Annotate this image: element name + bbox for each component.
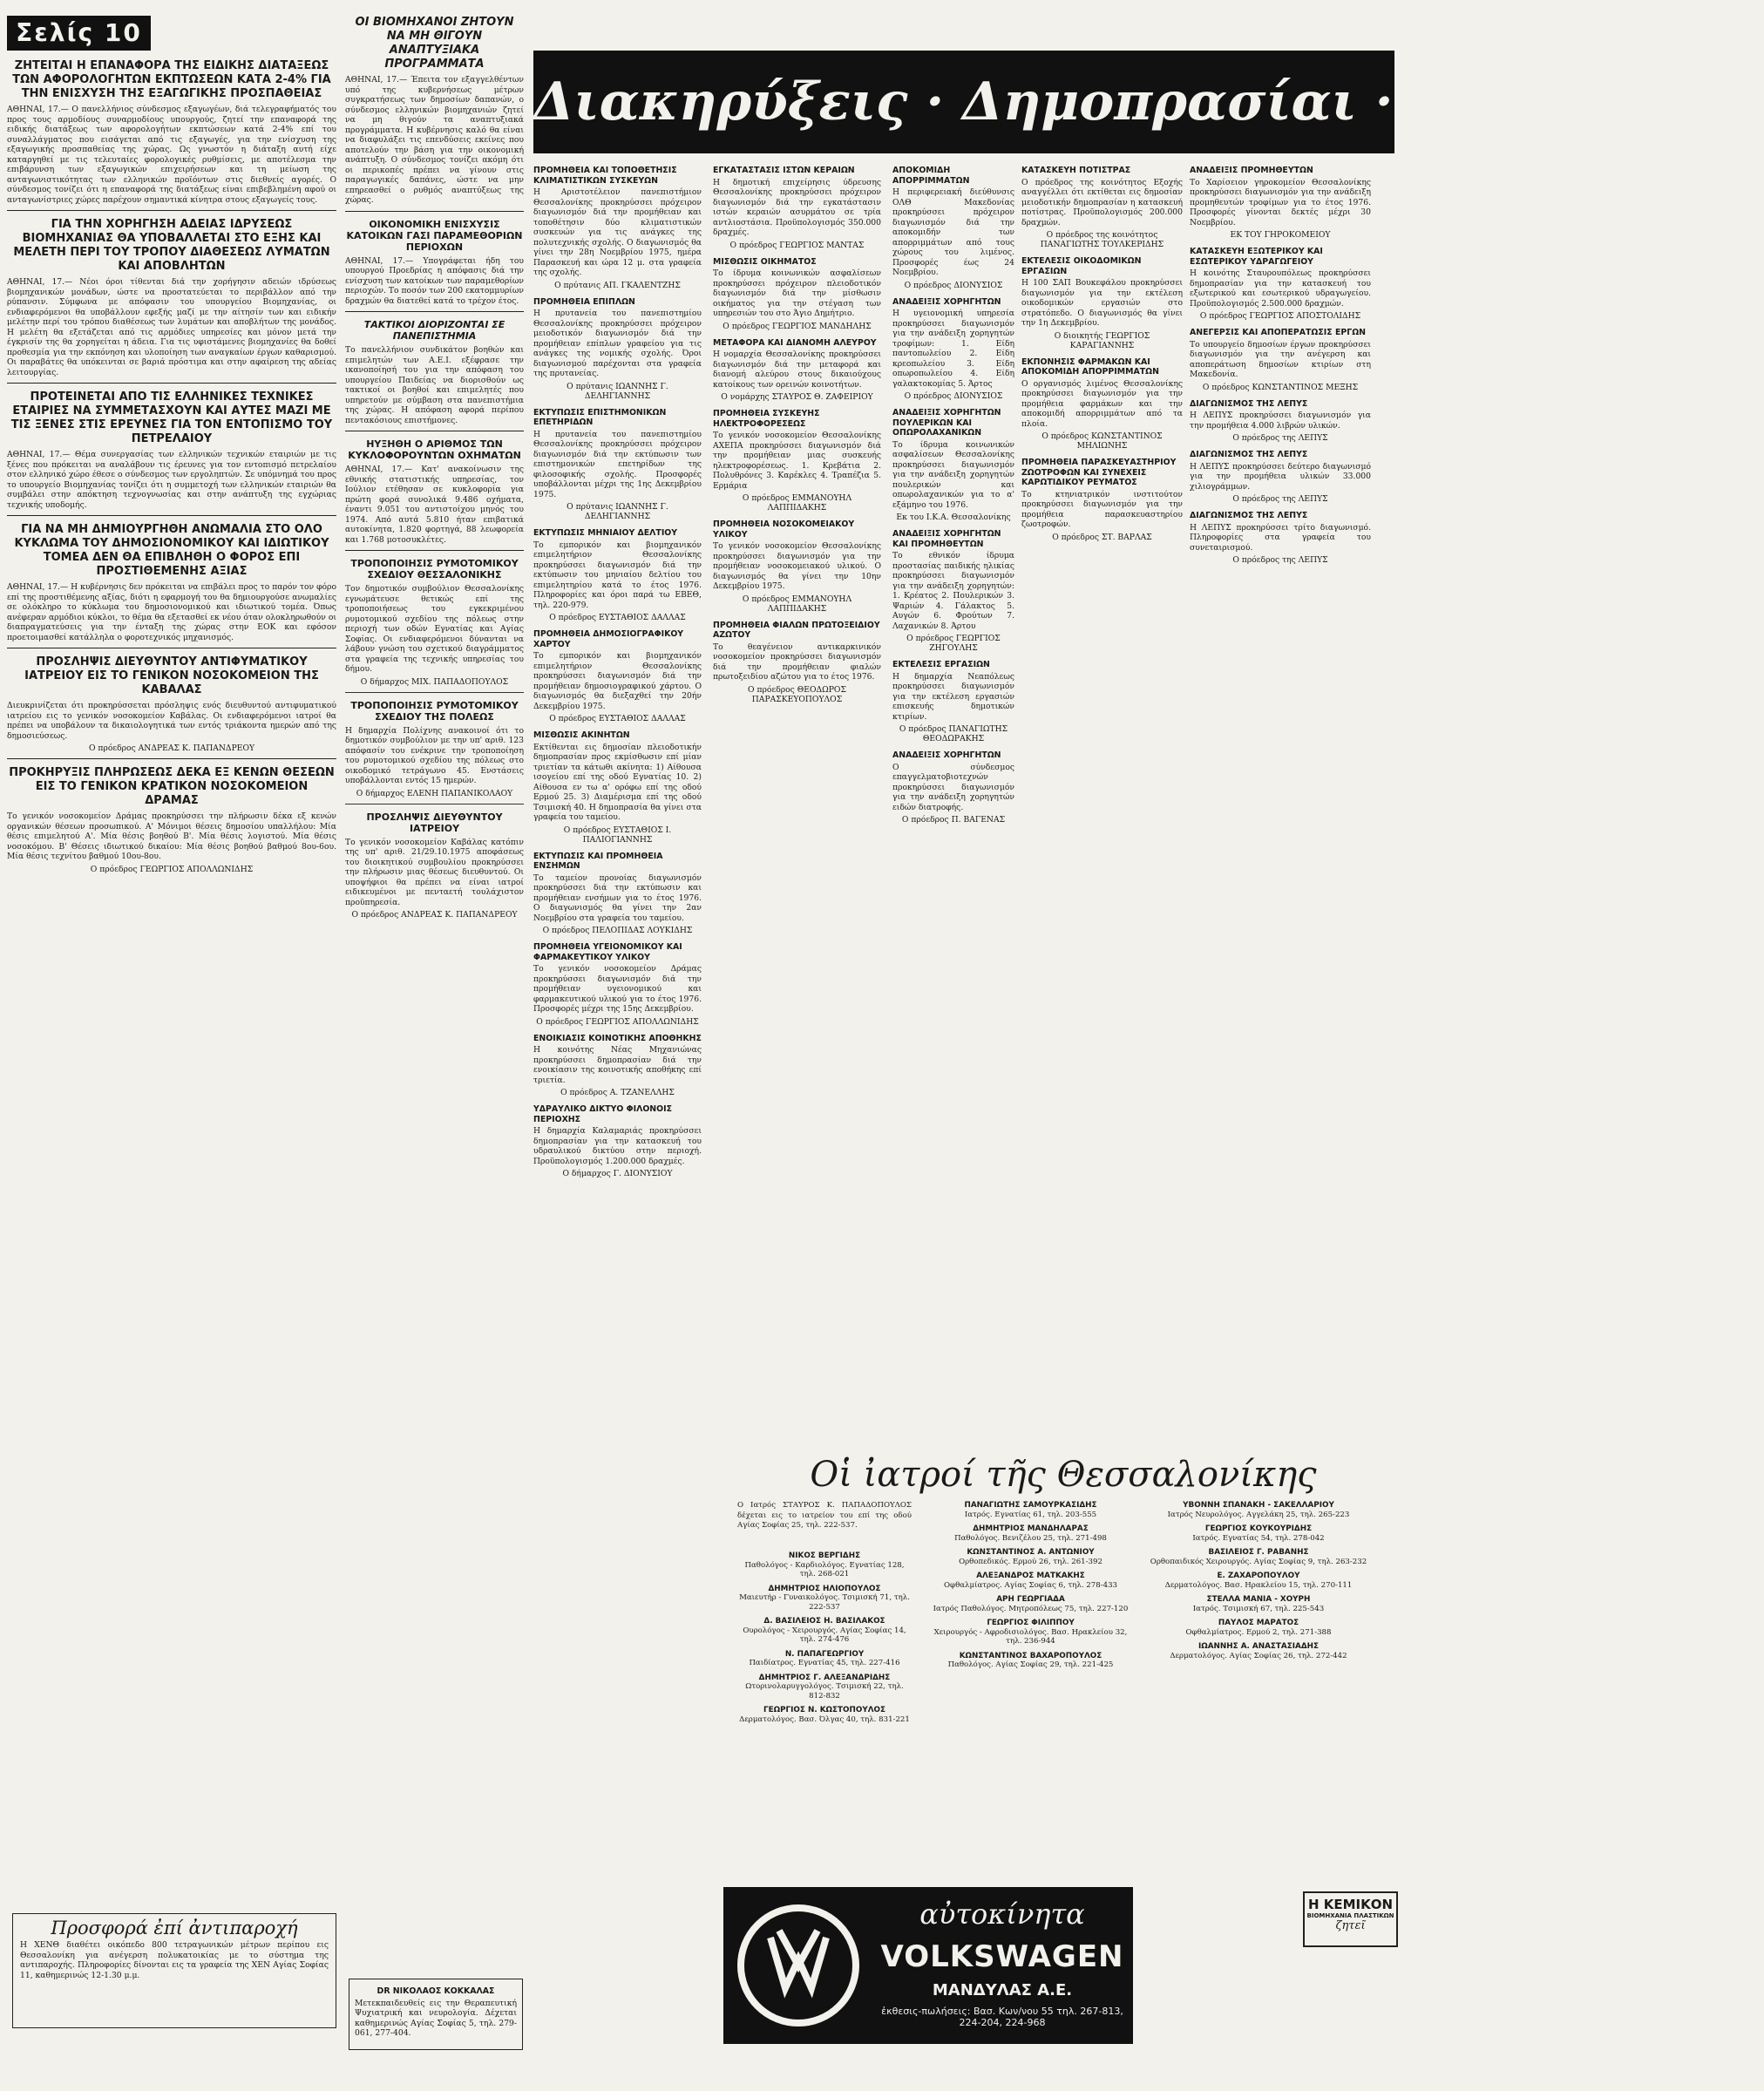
signature: Ο πρόεδρος της ΛΕΠΥΣ [1232, 555, 1328, 565]
doctor-entry: ΠΑΥΛΟΣ ΜΑΡΑΤΟΣ Οφθαλμίατρος. Ερμού 2, τηλ. 271-388 [1185, 1619, 1332, 1637]
notice-body: Η 100 ΣΑΠ Βουκεφάλου προκηρύσσει διαγωνισμόν για την εκτέλεση οικοδομικών εργασιών στο στρατόπεδο. Ο διαγωνισμός θα γίνει την 1η Δεκεμβρίου. [1021, 278, 1183, 328]
notice-title: ΥΔΡΑΥΛΙΚΟ ΔΙΚΤΥΟ ΦΙΛΟΝΟΙΣ ΠΕΡΙΟΧΗΣ [533, 1104, 673, 1124]
signature: Ο πρύτανις ΙΩΑΝΝΗΣ Γ. ΔΕΛΗΓΙΑΝΝΗΣ [567, 381, 668, 401]
doctor-entry: ΙΩΑΝΝΗΣ Α. ΑΝΑΣΤΑΣΙΑΔΗΣ Δερματολόγος. Αγίας Σοφίας 26, τηλ. 272-442 [1170, 1642, 1347, 1660]
page-number: Σελίς 10 [7, 16, 151, 51]
headline: ΠΡΟΣΛΗΨΙΣ ΔΙΕΥΘΥΝΤΟΥ ΙΑΤΡΕΙΟΥ [366, 811, 503, 834]
signature: Ο πρόεδρος ΓΕΩΡΓΙΟΣ ΜΑΝΤΑΣ [729, 240, 865, 250]
notice-body: Η περιφερειακή διεύθυνσις ΟΛΘ Μακεδονίας προκηρύσσει πρόχειρον διαγωνισμόν διά την αποκομιδήν των απορριμμάτων από τους χώρους του λιμένος. Προσφορές έως 24 Νοεμβρίου. [892, 187, 1014, 277]
column-1 [7, 52, 336, 878]
doctor-entry: ΠΑΝΑΓΙΩΤΗΣ ΣΑΜΟΥΡΚΑΣΙΔΗΣ Ιατρός. Εγνατίας 61, τηλ. 203-555 [964, 1501, 1097, 1519]
signature: Ο πρόεδρος ΕΜΜΑΝΟΥΗΛ ΛΑΠΠΙΔΑΚΗΣ [742, 493, 852, 513]
notice-title: ΜΕΤΑΦΟΡΑ ΚΑΙ ΔΙΑΝΟΜΗ ΑΛΕΥΡΟΥ [713, 337, 877, 348]
article-body: Η δημαρχία Πολίχνης ανακοινοί ότι το δημοτικόν συμβούλιον με την υπ' αριθ. 123 απόφασίν του ενέκρινε την τροποποίηση του ρυμοτομικού σχεδίου της πόλεως στο οικοδομικό τετράγωνο 45. Ενστάσεις υποβάλλονται εντός 15 ημερών. [345, 725, 524, 785]
notice-title: ΚΑΤΑΣΚΕΥΗ ΠΟΤΙΣΤΡΑΣ [1021, 166, 1131, 175]
signature: Ο πρόεδρος ΓΕΩΡΓΙΟΣ ΖΗΓΟΥΛΗΣ [906, 634, 1001, 653]
doctor-entry: ΝΙΚΟΣ ΒΕΡΓΙΔΗΣ Παθολόγος - Καρδιολόγος. Εγνατίας 128, τηλ. 268-021 [744, 1551, 905, 1578]
signature: Ο πρόεδρος της κοινότητος ΠΑΝΑΓΙΩΤΗΣ ΤΟΥΛΚΕΡΙΔΗΣ [1040, 230, 1164, 249]
volkswagen-ad [723, 1887, 1133, 2044]
notice-body: Ο πρόεδρος της κοινότητος Εξοχής αναγγέλλει ότι εκτίθεται εις δημοσίαν μειοδοτικήν δημοπρασίαν η κατασκευή ποτίστρας. Προϋπολογισμός 200.000 δραχμών. [1021, 177, 1183, 227]
notice-title: ΕΓΚΑΤΑΣΤΑΣΙΣ ΙΣΤΩΝ ΚΕΡΑΙΩΝ [713, 166, 855, 175]
signature: Ο πρόεδρος ΕΥΣΤΑΘΙΟΣ Ι. ΠΑΛΙΟΓΙΑΝΝΗΣ [563, 825, 672, 845]
notice-title: ΑΝΑΔΕΙΞΙΣ ΧΟΡΗΓΗΤΩΝ [892, 750, 1001, 760]
column-6 [1021, 159, 1183, 546]
doctor-ad-title: DR ΝΙΚΟΛΑΟΣ ΚΟΚΚΑΛΑΣ [377, 1986, 495, 1996]
notice-title: ΜΙΣΘΩΣΙΣ ΟΙΚΗΜΑΤΟΣ [713, 256, 817, 267]
doctor-entry: ΔΗΜΗΤΡΙΟΣ ΗΛΙΟΠΟΥΛΟΣ Μαιευτήρ - Γυναικολόγος. Τσιμισκή 71, τηλ. 222-537 [739, 1584, 910, 1612]
kemikon-ad [1303, 1891, 1398, 1947]
signature: Ο πρόεδρος της ΛΕΠΥΣ [1232, 494, 1328, 504]
signature: Ο πρόεδρος Π. ΒΑΓΕΝΑΣ [901, 815, 1006, 825]
notice-title: ΔΙΑΓΩΝΙΣΜΟΣ ΤΗΣ ΛΕΠΥΣ [1190, 511, 1308, 520]
notice-title: ΑΝΑΔΕΙΞΙΣ ΧΟΡΗΓΗΤΩΝ ΠΟΥΛΕΡΙΚΩΝ ΚΑΙ ΟΠΩΡΟΛΑΧΑΝΙΚΩΝ [892, 408, 1001, 438]
vw-ad-line1: αὐτοκίνητα [919, 1898, 1085, 1931]
notice-title: ΠΡΟΜΗΘΕΙΑ ΚΑΙ ΤΟΠΟΘΕΤΗΣΙΣ ΚΛΙΜΑΤΙΣΤΙΚΩΝ ΣΥΣΚΕΥΩΝ [533, 166, 677, 186]
doctor-ad-text: Μετεκπαιδευθείς εις την Θεραπευτική Ψυχιατρική και νευρολογία. Δέχεται καθημερινώς Αγίας Σοφίας 5, τηλ. 279-061, 277-404. [355, 1998, 517, 2038]
article-body: ΑΘΗΝΑΙ, 17.— Η κυβέρνησις δεν πρόκειται να επιβάλει προς το παρόν τον φόρο επί της προστιθέμενης αξίας, διότι η εφαρμογή του θα δημιουργούσε ανωμαλίες σε ολόκληρο το κύκλωμα του δημοσιονομικού και ιδιωτικού τομέα. Όπως ανέφεραν αρμόδιοι κύκλοι, το θέμα θα εξετασθεί εκ νέου όταν ολοκληρωθούν οι διαπραγματεύσεις για την ένταξη της χώρας στην ΕΟΚ και εφόσον προετοιμασθεί κατάλληλα ο φοροτεχνικός μηχανισμός. [7, 582, 336, 642]
signature: Ο πρόεδρος ΕΜΜΑΝΟΥΗΛ ΛΑΠΠΙΔΑΚΗΣ [742, 594, 852, 614]
notice-title: ΕΚΤΕΛΕΣΙΣ ΕΡΓΑΣΙΩΝ [892, 660, 990, 669]
notice-body: Η δημαρχία Καλαμαριάς προκηρύσσει δημοπρασίαν για την κατασκευή του υδραυλικού δικτύου στην περιοχή. Προϋπολογισμός 1.200.000 δραχμές. [533, 1126, 702, 1166]
signature: Ο πρόεδρος ΑΝΔΡΕΑΣ Κ. ΠΑΠΑΝΔΡΕΟΥ [88, 743, 255, 753]
notice-title: ΑΝΑΔΕΙΞΙΣ ΧΟΡΗΓΗΤΩΝ ΚΑΙ ΠΡΟΜΗΘΕΥΤΩΝ [892, 529, 1001, 549]
article-body: ΑΘΗΝΑΙ, 17.— Ο πανελλήνιος σύνδεσμος εξαγωγέων, διά τελεγραφήματός του προς τους αρμοδίους συναρμοδίους υπουργούς, ζητεί την επαναφορά της ειδικής διατάξεως των αφορολογήτων εκπτώσεων κατά 2-4% επί του συναλλάγματος που εισάγεται από τις εξαγωγές, για την ενίσχυση της εξαγωγικής προσπαθείας της χώρας. Ως γνωστόν η διάταξη αυτή είχε καταργηθεί με τις τελευταίες φορολογικές ρυθμίσεις, με αποτέλεσμα την επιβάρυνση των εξαγωγικών επιχειρήσεων και τη μείωση της ανταγωνιστικότητας των ελληνικών προϊόντων στις διεθνείς αγορές. Ο σύνδεσμος τονίζει ότι η επαναφορά της διατάξεως είναι επιβεβλημένη αφού οι ανταγωνίστριες χώρες παρέχουν σημαντικά κίνητρα στους εξαγωγείς τους. [7, 105, 336, 205]
column-7 [1190, 159, 1371, 568]
notice-title: ΚΑΤΑΣΚΕΥΗ ΕΞΩΤΕΡΙΚΟΥ ΚΑΙ ΕΣΩΤΕΡΙΚΟΥ ΥΔΡΑΓΩΓΕΙΟΥ [1190, 247, 1323, 267]
doctors-column-3 [1146, 1501, 1371, 1666]
notice-body: Το ίδρυμα κοινωνικών ασφαλίσεων προκηρύσσει πρόχειρον πλειοδοτικόν διαγωνισμόν διά την μίσθωσιν οικήματος για την στέγαση των υπηρεσιών του στο Άγιο Δημήτριο. [713, 268, 881, 318]
signature: Ο πρόεδρος ΠΑΝΑΓΙΩΤΗΣ ΘΕΟΔΩΡΑΚΗΣ [899, 724, 1008, 743]
doctor-entry: Ε. ΖΑΧΑΡΟΠΟΥΛΟΥ Δερματολόγος. Βασ. Ηρακλείου 15, τηλ. 270-111 [1164, 1572, 1353, 1590]
notice-body: Το ίδρυμα κοινωνικών ασφαλίσεων Θεσσαλονίκης προκηρύσσει διαγωνισμόν για την ανάδειξη χορηγητών πουλερικών και οπωρολαχανικών για το α' εξάμηνο του 1976. [892, 439, 1014, 510]
notice-title: ΑΝΑΔΕΙΞΙΣ ΠΡΟΜΗΘΕΥΤΩΝ [1190, 166, 1313, 175]
headline: ΟΙ ΒΙΟΜΗΧΑΝΟΙ ΖΗΤΟΥΝ ΝΑ ΜΗ ΘΙΓΟΥΝ ΑΝΑΠΤΥΞΙΑΚΑ ΠΡΟΓΡΑΜΜΑΤΑ [355, 16, 514, 71]
doctors-column-1 [737, 1551, 912, 1729]
notice-title: ΑΝΕΓΕΡΣΙΣ ΚΑΙ ΑΠΟΠΕΡΑΤΩΣΙΣ ΕΡΓΩΝ [1190, 328, 1367, 337]
notice-title: ΠΡΟΜΗΘΕΙΑ ΝΟΣΟΚΟΜΕΙΑΚΟΥ ΥΛΙΚΟΥ [713, 519, 855, 540]
notice-title: ΕΚΤΥΠΩΣΙΣ ΕΠΙΣΤΗΜΟΝΙΚΩΝ ΕΠΕΤΗΡΙΔΩΝ [533, 407, 667, 427]
notice-body: Η ΛΕΠΥΣ προκηρύσσει τρίτο διαγωνισμό. Πληροφορίες στα γραφεία του συνεταιρισμού. [1190, 522, 1371, 553]
notice-body: Το γενικόν νοσοκομείον Θεσσαλονίκης προκηρύσσει διαγωνισμόν για την προμήθειαν νοσοκομειακού υλικού. Ο διαγωνισμός θα γίνει την 10ην Δεκεμβρίου 1975. [713, 541, 881, 591]
headline: ΤΑΚΤΙΚΟΙ ΔΙΟΡΙΖΟΝΤΑΙ ΣΕ ΠΑΝΕΠΙΣΤΗΜΙΑ [363, 319, 505, 342]
column-5 [892, 159, 1014, 828]
notice-body: Η πρυτανεία του πανεπιστημίου Θεσσαλονίκης προκηρύσσει πρόχειρον μειοδοτικόν διαγωνισμόν διά την προμήθειαν επίπλων γραφείου για τις ανάγκες της νομικής σχολής. Όροι διαγωνισμού παρέχονται στα γραφεία της πρυτανείας. [533, 309, 702, 378]
doctor-entry: Δ. ΒΑΣΙΛΕΙΟΣ Η. ΒΑΣΙΛΑΚΟΣ Ουρολόγος - Χειρουργός. Αγίας Σοφίας 14, τηλ. 274-476 [743, 1617, 906, 1644]
notice-title: ΑΝΑΔΕΙΞΙΣ ΧΟΡΗΓΗΤΩΝ [892, 296, 1001, 307]
notice-body: Το εμπορικόν και βιομηχανικόν επιμελητήριον Θεσσαλονίκης προκηρύσσει διαγωνισμόν διά την εκτύπωσιν του μηνιαίου δελτίου του επιμελητηρίου κατά το έτος 1976. Πληροφορίες και όροι παρά τω ΕΒΕΘ, τηλ. 220-979. [533, 540, 702, 610]
notice-body: Η νομαρχία Θεσσαλονίκης προκηρύσσει διαγωνισμόν διά την μεταφορά και διανομή αλεύρου στους δικαιούχους κατοίκους των ορεινών κοινοτήτων. [713, 350, 881, 390]
vw-ad-brand: VOLKSWAGEN [880, 1939, 1124, 1974]
notice-title: ΜΙΣΘΩΣΙΣ ΑΚΙΝΗΤΩΝ [533, 730, 630, 740]
notice-title: ΕΚΤΕΛΕΣΙΣ ΟΙΚΟΔΟΜΙΚΩΝ ΕΡΓΑΣΙΩΝ [1021, 256, 1142, 276]
notice-title: ΕΚΤΥΠΩΣΙΣ ΜΗΝΙΑΙΟΥ ΔΕΛΤΙΟΥ [533, 528, 678, 538]
doctor-entry: ΓΕΩΡΓΙΟΣ Ν. ΚΩΣΤΟΠΟΥΛΟΣ Δερματολόγος. Βασ. Όλγας 40, τηλ. 831-221 [739, 1706, 910, 1724]
column-2 [345, 9, 524, 923]
doctor-entry: ΓΕΩΡΓΙΟΣ ΚΟΥΚΟΥΡΙΔΗΣ Ιατρός. Εγνατίας 54, τηλ. 278-042 [1192, 1524, 1325, 1543]
notice-body: Η Αριστοτέλειον πανεπιστήμιον Θεσσαλονίκης προκηρύσσει πρόχειρον διαγωνισμόν διά την προμήθειαν και τοποθέτησιν δύο κλιματιστικών συσκευών για τις ανάγκες της πολυτεχνικής σχολής. Ο διαγωνισμός θα γίνει την 28η Νοεμβρίου 1975, ημέρα Παρασκευή και ώρα 12 μ. στα γραφεία της σχολής. [533, 187, 702, 277]
notice-body: Το ταμείον προνοίας διαγωνισμόν προκηρύσσει διά την εκτύπωσιν και προμήθειαν ενσήμων για το έτος 1976. Ο διαγωνισμός θα γίνει την 2αν Νοεμβρίου στα γραφεία του ταμείου. [533, 872, 702, 923]
article-body: Το πανελλήνιον συνδικάτον βοηθών και επιμελητών των Α.Ε.Ι. εξέφρασε την ικανοποίησή του για την απόφαση του υπουργείου Παιδείας να διορισθούν ως τακτικοί οι βοηθοί και επιμελητές που υπηρετούν με σύμβαση στα πανεπιστήμια της χώρας. Η απόφαση αφορά περίπου πεντακόσιους επιστήμονες. [345, 345, 524, 425]
signature: Ο πρόεδρος Α. ΤΖΑΝΕΛΛΗΣ [560, 1088, 675, 1097]
offer-title: Προσφορά ἐπί ἀντιπαροχή [51, 1918, 298, 1938]
signature: Ο πρόεδρος ΓΕΩΡΓΙΟΣ ΜΑΝΔΗΛΗΣ [723, 321, 872, 331]
notice-title: ΠΡΟΜΗΘΕΙΑ ΠΑΡΑΣΚΕΥΑΣΤΗΡΙΟΥ ΖΩΟΤΡΟΦΩΝ ΚΑΙ ΣΥΝΕΧΕΙΣ ΚΑΡΩΤΙΔΙΚΟΥ ΡΕΥΜΑΤΟΣ [1021, 458, 1177, 487]
signature: Ο νομάρχης ΣΤΑΥΡΟΣ Θ. ΖΑΦΕΙΡΙΟΥ [721, 392, 873, 402]
signature: Ο πρόεδρος ΔΙΟΝΥΣΙΟΣ [904, 280, 1003, 290]
doctor-entry: ΑΡΗ ΓΕΩΡΓΙΑΔΑ Ιατρός Παθολόγος. Μητροπόλεως 75, τηλ. 227-120 [933, 1595, 1129, 1613]
article-body: ΑΘΗΝΑΙ, 17.— Θέμα συνεργασίας των ελληνικών τεχνικών εταιριών με τις ξένες που πρόκειται να αναλάβουν τις έρευνες για τον εντοπισμό πετρελαίου στον ελληνικό χώρο έθεσε ο σύνδεσμος των εργοληπτών. Σε υπόμνημά του προς το υπουργείο Βιομηχανίας τονίζει ότι η συμμετοχή των ελληνικών εταιριών θα συμβάλει στην απόκτηση τεχνογνωσίας και στην ανάπτυξη της εγχώριας τεχνικής υποδομής. [7, 450, 336, 510]
doctors-section-title: Οἱ ἰατροί τῆς Θεσσαλονίκης [810, 1455, 1317, 1495]
notice-title: ΠΡΟΜΗΘΕΙΑ ΦΙΑΛΩΝ ΠΡΩΤΟΞΕΙΔΙΟΥ ΑΖΩΤΟΥ [713, 620, 880, 640]
kemikon-subtitle: ΒΙΟΜΗΧΑΝΙΑ ΠΛΑΣΤΙΚΩΝ [1306, 1912, 1394, 1919]
doctor-entry: ΣΤΕΛΛΑ ΜΑΝΙΑ - ΧΟΥΡΗ Ιατρός. Τσιμισκή 67, τηλ. 225-543 [1192, 1595, 1325, 1613]
notice-body: Το κτηνιατρικόν ινστιτούτον προκηρύσσει διαγωνισμόν για την προμήθεια παρασκευαστηρίου ζωοτροφών. [1021, 489, 1183, 529]
notice-body: Το υπουργείο δημοσίων έργων προκηρύσσει διαγωνισμόν για την ανέγερση και αποπεράτωση δημοσίων κτιρίων στη Μακεδονία. [1190, 339, 1371, 379]
doctor-entry: ΚΩΝΣΤΑΝΤΙΝΟΣ Α. ΑΝΤΩΝΙΟΥ Ορθοπεδικός. Ερμού 26, τηλ. 261-392 [959, 1548, 1102, 1566]
vw-ad-dealer: ΜΑΝΔΥΛΑΣ Α.Ε. [932, 1981, 1073, 1999]
notice-body: Η υγειονομική υπηρεσία προκηρύσσει διαγωνισμόν για την ανάδειξη χορηγητών τροφίμων: 1. Είδη παντοπωλείου 2. Είδη κρεοπωλείου 3. Είδη οπωροπωλείου 4. Είδη γαλακτοκομίας 5. Άρτος [892, 309, 1014, 389]
article-body: Το γενικόν νοσοκομείον Δράμας προκηρύσσει την πλήρωσιν δέκα εξ κενών οργανικών θέσεων προσωπικού. Α' Μόνιμοι θέσεις δημοσίου υπαλλήλου: Μία θέσις επιμελητού Α'. Μία θέσις βοηθού Β'. Μία θέσις λογιστού. Μία θέσις νοσοκόμου. Β' Θέσεις ιδιωτικού δικαίου: Μία θέσις βοηθού βαθμού 8ου-6ου. Μία θέσις τεχνίτου βαθμού 10ου-8ου. [7, 811, 336, 861]
notice-body: Η κοινότης Νέας Μηχανιώνας προκηρύσσει δημοπρασίαν διά την ενοικίασιν της κοινοτικής αποθήκης επί τριετία. [533, 1045, 702, 1085]
notice-body: Η δημαρχία Νεαπόλεως προκηρύσσει διαγωνισμόν για την εκτέλεση εργασιών επισκευής δημοτικών κτιρίων. [892, 671, 1014, 722]
signature: Ο πρύτανις ΑΠ. ΓΚΑΛΕΝΤΖΗΣ [554, 280, 681, 290]
signature: ΕΚ ΤΟΥ ΓΗΡΟΚΟΜΕΙΟΥ [1230, 230, 1331, 240]
signature: Ο πρόεδρος ΕΥΣΤΑΘΙΟΣ ΔΑΛΛΑΣ [549, 613, 686, 622]
notice-title: ΕΚΤΥΠΩΣΙΣ ΚΑΙ ΠΡΟΜΗΘΕΙΑ ΕΝΣΗΜΩΝ [533, 851, 663, 871]
signature: Ο δήμαρχος Γ. ΔΙΟΝΥΣΙΟΥ [562, 1169, 673, 1178]
signature: Ο πρόεδρος ΓΕΩΡΓΙΟΣ ΑΠΟΣΤΟΛΙΔΗΣ [1199, 311, 1361, 321]
headline: ΠΡΟΤΕΙΝΕΤΑΙ ΑΠΟ ΤΙΣ ΕΛΛΗΝΙΚΕΣ ΤΕΧΝΙΚΕΣ ΕΤΑΙΡΙΕΣ ΝΑ ΣΥΜΜΕΤΑΣΧΟΥΝ ΚΑΙ ΑΥΤΕΣ ΜΑΖΙ ΜΕ ΤΙΣ ΞΕΝΕΣ ΣΤΙΣ ΕΡΕΥΝΕΣ ΓΙΑ ΤΟΝ ΕΝΤΟΠΙΣΜΟ ΤΟΥ ΠΕΤΡΕΛΑΙΟΥ [10, 390, 333, 445]
notice-title: ΠΡΟΜΗΘΕΙΑ ΔΗΜΟΣΙΟΓΡΑΦΙΚΟΥ ΧΑΡΤΟΥ [533, 629, 684, 649]
headline: ΓΙΑ ΤΗΝ ΧΟΡΗΓΗΣΗ ΑΔΕΙΑΣ ΙΔΡΥΣΕΩΣ ΒΙΟΜΗΧΑΝΙΑΣ ΘΑ ΥΠΟΒΑΛΛΕΤΑΙ ΣΤΟ ΕΞΗΣ ΚΑΙ ΜΕΛΕΤΗ ΠΕΡΙ ΤΟΥ ΤΡΟΠΟΥ ΔΙΑΘΕΣΕΩΣ ΛΥΜΑΤΩΝ ΚΑΙ ΑΠΟΒΛΗΤΩΝ [13, 218, 330, 273]
notice-body: Το γενικόν νοσοκομείον Δράμας προκηρύσσει διαγωνισμόν διά την προμήθειαν υγειονομικού και φαρμακευτικού υλικού για το έτος 1976. Προσφορές μέχρι της 15ης Δεκεμβρίου. [533, 964, 702, 1014]
doctor-entry: ΥΒΟΝΝΗ ΣΠΑΝΑΚΗ - ΣΑΚΕΛΛΑΡΙΟΥ Ιατρός Νευρολόγος. Αγγελάκη 25, τηλ. 265-223 [1167, 1501, 1350, 1519]
doctor-entry: ΔΗΜΗΤΡΙΟΣ ΜΑΝΔΗΛΑΡΑΣ Παθολόγος. Βενιζέλου 25, τηλ. 271-498 [954, 1524, 1107, 1543]
doctor-entry: ΒΑΣΙΛΕΙΟΣ Γ. ΡΑΒΑΝΗΣ Ορθοπαιδικός Χειρουργός. Αγίας Σοφίας 9, τηλ. 263-232 [1150, 1548, 1367, 1566]
signature: Εκ του Ι.Κ.Α. Θεσσαλονίκης [896, 513, 1011, 522]
headline: ΤΡΟΠΟΠΟΙΗΣΙΣ ΡΥΜΟΤΟΜΙΚΟΥ ΣΧΕΔΙΟΥ ΘΕΣΣΑΛΟΝΙΚΗΣ [350, 558, 519, 580]
notice-body: Το Χαρίσειον γηροκομείον Θεσσαλονίκης προκηρύσσει διαγωνισμόν για την ανάδειξη προμηθευτών τροφίμων για το έτος 1976. Προσφορές γίνονται δεκτές μέχρι 30 Νοεμβρίου. [1190, 177, 1371, 227]
headline: ΗΥΞΗΘΗ Ο ΑΡΙΘΜΟΣ ΤΩΝ ΚΥΚΛΟΦΟΡΟΥΝΤΩΝ ΟΧΗΜΑΤΩΝ [348, 438, 521, 461]
article-body: Το γενικόν νοσοκομείον Καβάλας κατόπιν της υπ' αριθ. 21/29.10.1975 αποφάσεως του διοικητικού συμβουλίου προκηρύσσει την πλήρωσιν μιας θέσεως διευθυντού. Οι υποψήφιοι θα πρέπει να είναι ιατροί ειδικευμένοι με πενταετή τουλάχιστον προϋπηρεσία. [345, 837, 524, 907]
notice-body: Εκτίθενται εις δημοσίαν πλειοδοτικήν δημοπρασίαν προς εκμίσθωσιν επί μίαν τριετίαν τα κάτωθι ακίνητα: 1) Αίθουσα ισογείου επί της οδού Εγνατίας 10. 2) Αίθουσα εν τω α' ορόφω επί της οδού Ερμού 25. 3) Διαμέρισμα επί της οδού Τσιμισκή 40. Η δημοπρασία θα γίνει στα γραφεία του ταμείου. [533, 742, 702, 822]
signature: Ο πρόεδρος ΑΝΔΡΕΑΣ Κ. ΠΑΠΑΝΔΡΕΟΥ [351, 910, 518, 920]
notice-body: Η δημοτική επιχείρησις ύδρευσης Θεσσαλονίκης προκηρύσσει πρόχειρον διαγωνισμόν διά την εγκατάστασιν ιστών κεραιών ασυρμάτου σε τρία αντλιοστάσια. Προϋπολογισμός 350.000 δραχμές. [713, 177, 881, 237]
signature: Ο πρόεδρος ΠΕΛΟΠΙΔΑΣ ΛΟΥΚΙΔΗΣ [542, 926, 693, 935]
column-4 [713, 159, 881, 708]
signature: Ο πρόεδρος ΔΙΟΝΥΣΙΟΣ [904, 391, 1003, 401]
article-body: ΑΘΗΝΑΙ, 17.— Κατ' ανακοίνωσιν της εθνικής στατιστικής υπηρεσίας, τον Ιούλιον ετέθησαν σε κυκλοφορία για πρώτη φορά συνολικά 9.486 οχήματα, έναντι 9.051 του αντιστοίχου μηνός του 1974. Από αυτά 5.810 ήταν επιβατικά αυτοκίνητα, 1.820 φορτηγά, 88 λεωφορεία και 1.768 μοτοσυκλέτες. [345, 465, 524, 545]
article-body: Διευκρινίζεται ότι προκηρύσσεται πρόσληψις ενός διευθυντού αντιφυματικού ιατρείου εις το γενικόν νοσοκομείον Καβάλας. Οι ενδιαφερόμενοι ιατροί θα πρέπει να υποβάλουν τα δικαιολογητικά των εντός τριάκοντα ημερών από της δημοσιεύσεως. [7, 701, 336, 741]
article-body: Τον δημοτικόν συμβούλιον Θεσσαλονίκης εγνωμάτευσε θετικώς επί της τροποποιήσεως του εγκεκριμένου ρυμοτομικού σχεδίου της πόλεως στην περιοχή των οδών Εγνατίας και Αγίας Σοφίας. Οι ενδιαφερόμενοι δύνανται να λάβουν γνώση του σχετικού διαγράμματος στα γραφεία της τεχνικής υπηρεσίας του δήμου. [345, 584, 524, 674]
notice-title: ΕΚΠΟΝΗΣΙΣ ΦΑΡΜΑΚΩΝ ΚΑΙ ΑΠΟΚΟΜΙΔΗ ΑΠΟΡΡΙΜΜΑΤΩΝ [1021, 356, 1159, 377]
notice-body: Το θεαγένειον αντικαρκινικόν νοσοκομείον προκηρύσσει διαγωνισμόν διά την προμήθειαν φιαλών πρωτοξειδίου αζώτου για το έτος 1976. [713, 642, 881, 682]
doctor-entry: ΑΛΕΞΑΝΔΡΟΣ ΜΑΤΚΑΚΗΣ Οφθαλμίατρος. Αγίας Σοφίας 6, τηλ. 278-433 [944, 1572, 1117, 1590]
tenders-banner: Διακηρύξεις · Δημοπρασίαι · Προμήθειαι [533, 51, 1394, 153]
notice-body: Το εμπορικόν και βιομηχανικόν επιμελητήριον Θεσσαλονίκης προκηρύσσει διαγωνισμόν διά την προμήθειαν δημοσιογραφικού χάρτου. Ο διαγωνισμός θα διεξαχθεί την 20ήν Δεκεμβρίου 1975. [533, 651, 702, 711]
notice-title: ΑΠΟΚΟΜΙΔΗ ΑΠΟΡΡΙΜΜΑΤΩΝ [892, 166, 970, 186]
signature: Ο πρόεδρος ΣΤ. ΒΑΡΛΑΣ [1052, 532, 1152, 542]
notice-title: ΠΡΟΜΗΘΕΙΑ ΣΥΣΚΕΥΗΣ ΗΛΕΚΤΡΟΦΟΡΕΣΕΩΣ [713, 409, 820, 429]
headline: ΠΡΟΚΗΡΥΞΙΣ ΠΛΗΡΩΣΕΩΣ ΔΕΚΑ ΕΞ ΚΕΝΩΝ ΘΕΣΕΩΝ ΕΙΣ ΤΟ ΓΕΝΙΚΟΝ ΚΡΑΤΙΚΟΝ ΝΟΣΟΚΟΜΕΙΟΝ ΔΡΑΜΑΣ [9, 766, 335, 807]
headline: ΠΡΟΣΛΗΨΙΣ ΔΙΕΥΘΥΝΤΟΥ ΑΝΤΙΦΥΜΑΤΙΚΟΥ ΙΑΤΡΕΙΟΥ ΕΙΣ ΤΟ ΓΕΝΙΚΟΝ ΝΟΣΟΚΟΜΕΙΟΝ ΤΗΣ ΚΑΒΑΛΑΣ [24, 655, 319, 696]
signature: Ο πρόεδρος ΓΕΩΡΓΙΟΣ ΑΠΟΛΛΩΝΙΔΗΣ [90, 864, 254, 874]
notice-body: Η πρυτανεία του πανεπιστημίου Θεσσαλονίκης προκηρύσσει πρόχειρον διαγωνισμόν διά την εκτύπωσιν των επιστημονικών επετηρίδων της φιλοσοφικής σχολής. Προσφορές υποβάλλονται μέχρι της 1ης Δεκεμβρίου 1975. [533, 429, 702, 499]
kemikon-seeks: ζητεῖ [1335, 1919, 1366, 1932]
article-body: ΑΘΗΝΑΙ, 17.— Έπειτα τον εξαγγελθέντων υπό της κυβερνήσεως μέτρων συγκρατήσεως των δημοσίων δαπανών, ο σύνδεσμος ελληνικών βιομηχανιών ζητεί να μη θιγούν τα αναπτυξιακά προγράμματα. Η κυβέρνησις καλό θα είναι να διαφυλάξει τις επενδύσεις εκείνες που αποτελούν την βάση για την οικονομική ανάπτυξη. Ο σύνδεσμος τονίζει ακόμη ότι οι περικοπές πρέπει να γίνουν στις παραγωγικές δαπάνες, ώστε να μην επηρεασθεί ο ρυθμός αναπτύξεως της χώρας. [345, 75, 524, 205]
vw-ad-address: ἐκθεσις-πωλήσεις: Βασ. Κων/νου 55 τηλ. 267-813, 224-204, 224-968 [881, 2006, 1123, 2028]
signature: Ο πρύτανις ΙΩΑΝΝΗΣ Γ. ΔΕΛΗΓΙΑΝΝΗΣ [567, 502, 668, 521]
signature: Ο πρόεδρος ΚΩΝΣΤΑΝΤΙΝΟΣ ΜΗΛΙΩΝΗΣ [1041, 431, 1163, 451]
signature: Ο πρόεδρος ΕΥΣΤΑΘΙΟΣ ΔΑΛΛΑΣ [549, 714, 686, 723]
signature: Ο πρόεδρος ΚΩΝΣΤΑΝΤΙΝΟΣ ΜΕΞΗΣ [1202, 382, 1359, 392]
signature: Ο δήμαρχος ΕΛΕΝΗ ΠΑΠΑΝΙΚΟΛΑΟΥ [356, 788, 513, 798]
doctors-intro: Ο Ιατρός ΣΤΑΥΡΟΣ Κ. ΠΑΠΑΔΟΠΟΥΛΟΣ δέχεται εις το ιατρείον του επί της οδού Αγίας Σοφίας 25, τηλ. 222-537. [737, 1501, 912, 1530]
article-body: ΑΘΗΝΑΙ, 17.— Νέοι όροι τίθενται διά την χορήγησιν αδειών ιδρύσεως βιομηχανικών μονάδων, ώστε να προστατεύεται το περιβάλλον από την ρύπανσιν. Σύμφωνα με απόφασιν του υπουργείου Βιομηχανίας, οι ενδιαφερόμενοι θα υποβάλλουν εφεξής μαζί με την αίτησίν των και ειδικήν μελέτην περί του τρόπου διαθέσεως των λυμάτων και αποβλήτων της μονάδος. Η μελέτη θα εξετάζεται από τις αρμόδιες υπηρεσίες και μόνον μετά την έγκρισίν της θα χορηγείται η άδεια. Για τις υφιστάμενες βιομηχανίες θα δοθεί προθεσμία για την εκπόνηση και υλοποίηση των αναγκαίων έργων καθαρισμού. Οι παραβάτες θα υπόκεινται σε βαριά πρόστιμα και στην αφαίρεση της αδείας λειτουργίας. [7, 277, 336, 377]
notice-title: ΔΙΑΓΩΝΙΣΜΟΣ ΤΗΣ ΛΕΠΥΣ [1190, 398, 1308, 409]
signature: Ο πρόεδρος της ΛΕΠΥΣ [1232, 433, 1328, 443]
notice-body: Η ΛΕΠΥΣ προκηρύσσει διαγωνισμόν για την προμήθεια 4.000 λιβρών υλικών. [1190, 411, 1371, 431]
signature: Ο δήμαρχος ΜΙΧ. ΠΑΠΑΔΟΠΟΥΛΟΣ [360, 676, 509, 687]
signature: Ο διοικητής ΓΕΩΡΓΙΟΣ ΚΑΡΑΓΙΑΝΝΗΣ [1054, 330, 1150, 350]
doctors-column-2 [933, 1501, 1129, 1675]
offer-box [12, 1913, 336, 2028]
doctor-entry: ΚΩΝΣΤΑΝΤΙΝΟΣ ΒΑΧΑΡΟΠΟΥΛΟΣ Παθολόγος. Αγίας Σοφίας 29, τηλ. 221-425 [947, 1651, 1114, 1669]
headline: ΓΙΑ ΝΑ ΜΗ ΔΗΜΙΟΥΡΓΗΘΗ ΑΝΩΜΑΛΙΑ ΣΤΟ ΟΛΟ ΚΥΚΛΩΜΑ ΤΟΥ ΔΗΜΟΣΙΟΝΟΜΙΚΟΥ ΚΑΙ ΙΔΙΩΤΙΚΟΥ ΤΟΜΕΑ ΔΕΝ ΘΑ ΕΠΙΒΛΗΘΗ Ο ΦΟΡΟΣ ΕΠΙ ΠΡΟΣΤΙΘΕΜΕΝΗΣ ΑΞΙΑΣ [14, 523, 329, 578]
offer-text: Η ΧΕΝΘ διαθέτει οικόπεδο 800 τετραγωνικών μέτρων περίπου εις Θεσσαλονίκη για ανέγερση πολυκατοικίας με το σύστημα της αντιπαροχής. Πληροφορίες δίνονται εις τα γραφεία της ΧΕΝ Αγίας Σοφίας 11, καθημερινώς 12-1.30 μ.μ. [20, 1940, 329, 1980]
column-3 [533, 159, 702, 1182]
vw-logo-icon [737, 1904, 859, 2027]
article-body: ΑΘΗΝΑΙ, 17.— Υπογράφεται ήδη του υπουργού Προεδρίας η απόφασις διά την ενίσχυση των κατοίκων των παραμεθορίων περιοχών. Το ποσόν των 200 εκατομμυρίων δραχμών θα διατεθεί κατά το τρέχον έτος. [345, 255, 524, 306]
doctor-entry: ΓΕΩΡΓΙΟΣ ΦΙΛΙΠΠΟΥ Χειρουργός - Αφροδισιολόγος. Βασ. Ηρακλείου 32, τηλ. 236-944 [933, 1619, 1128, 1646]
signature: Ο πρόεδρος ΘΕΟΔΩΡΟΣ ΠΑΡΑΣΚΕΥΟΠΟΥΛΟΣ [748, 684, 846, 704]
notice-title: ΠΡΟΜΗΘΕΙΑ ΕΠΙΠΛΩΝ [533, 296, 635, 307]
notice-body: Το γενικόν νοσοκομείον Θεσσαλονίκης ΑΧΕΠΑ προκηρύσσει διαγωνισμόν διά την προμήθειαν μιας συσκευής ηλεκτροφορέσεως. 1. Κρεβάτια 2. Πολυθρόνες 3. Καρέκλες 4. Τραπέζια 5. Ερμάρια [713, 431, 881, 491]
signature: Ο πρόεδρος ΓΕΩΡΓΙΟΣ ΑΠΟΛΛΩΝΙΔΗΣ [536, 1016, 699, 1027]
notice-body: Η κοινότης Σταυρουπόλεως προκηρύσσει δημοπρασίαν για την κατασκευή του εξωτερικού και εσωτερικού υδραγωγείου. Προϋπολογισμός 2.500.000 δραχμών. [1190, 268, 1371, 309]
doctor-entry: ΔΗΜΗΤΡΙΟΣ Γ. ΑΛΕΞΑΝΔΡΙΔΗΣ Ωτορινολαρυγγολόγος. Τσιμισκή 22, τηλ. 812-832 [745, 1673, 904, 1701]
kemikon-title: Η ΚΕΜΙΚΟΝ [1307, 1897, 1394, 1912]
notice-title: ΕΝΟΙΚΙΑΣΙΣ ΚΟΙΝΟΤΙΚΗΣ ΑΠΟΘΗΚΗΣ [533, 1033, 702, 1043]
notice-title: ΠΡΟΜΗΘΕΙΑ ΥΓΕΙΟΝΟΜΙΚΟΥ ΚΑΙ ΦΑΡΜΑΚΕΥΤΙΚΟΥ ΥΛΙΚΟΥ [533, 942, 682, 962]
notice-title: ΔΙΑΓΩΝΙΣΜΟΣ ΤΗΣ ΛΕΠΥΣ [1190, 450, 1308, 459]
headline: ΤΡΟΠΟΠΟΙΗΣΙΣ ΡΥΜΟΤΟΜΙΚΟΥ ΣΧΕΔΙΟΥ ΤΗΣ ΠΟΛΕΩΣ [350, 699, 519, 723]
notice-body: Το εθνικόν ίδρυμα προστασίας παιδικής ηλικίας προκηρύσσει διαγωνισμόν για την ανάδειξη χορηγητών: 1. Κρέατος 2. Πουλερικών 3. Ψαριών 4. Γάλακτος 5. Αυγών 6. Φρούτων 7. Λαχανικών 8. Άρτου [892, 551, 1014, 631]
notice-body: Η ΛΕΠΥΣ προκηρύσσει δεύτερο διαγωνισμό για την προμήθεια υλικών 33.000 χιλιογράμμων. [1190, 461, 1371, 492]
notice-body: Ο οργανισμός λιμένος Θεσσαλονίκης προκηρύσσει διαγωνισμόν για την προμήθεια φαρμάκων και την αποκομιδή απορριμμάτων από τα πλοία. [1021, 378, 1183, 429]
headline: ΖΗΤΕΙΤΑΙ Η ΕΠΑΝΑΦΟΡΑ ΤΗΣ ΕΙΔΙΚΗΣ ΔΙΑΤΑΞΕΩΣ ΤΩΝ ΑΦΟΡΟΛΟΓΗΤΩΝ ΕΚΠΤΩΣΕΩΝ ΚΑΤΑ 2-4% ΓΙΑ ΤΗΝ ΕΝΙΣΧΥΣΗ ΤΗΣ ΕΞΑΓΩΓΙΚΗΣ ΠΡΟΣΠΑΘΕΙΑΣ [12, 59, 331, 100]
doctor-entry: Ν. ΠΑΠΑΓΕΩΡΓΙΟΥ Παιδίατρος. Εγνατίας 45, τηλ. 227-416 [749, 1649, 900, 1667]
notice-body: Ο σύνδεσμος επαγγελματοβιοτεχνών προκηρύσσει διαγωνισμόν για την ανάδειξη χορηγητών ειδών διατροφής. [892, 762, 1014, 812]
headline: ΟΙΚΟΝΟΜΙΚΗ ΕΝΙΣΧΥΣΙΣ ΚΑΤΟΙΚΩΝ ΓΑΣΙ ΠΑΡΑΜΕΘΟΡΙΩΝ ΠΕΡΙΟΧΩΝ [346, 218, 523, 253]
doctor-ad-box [349, 1979, 523, 2050]
